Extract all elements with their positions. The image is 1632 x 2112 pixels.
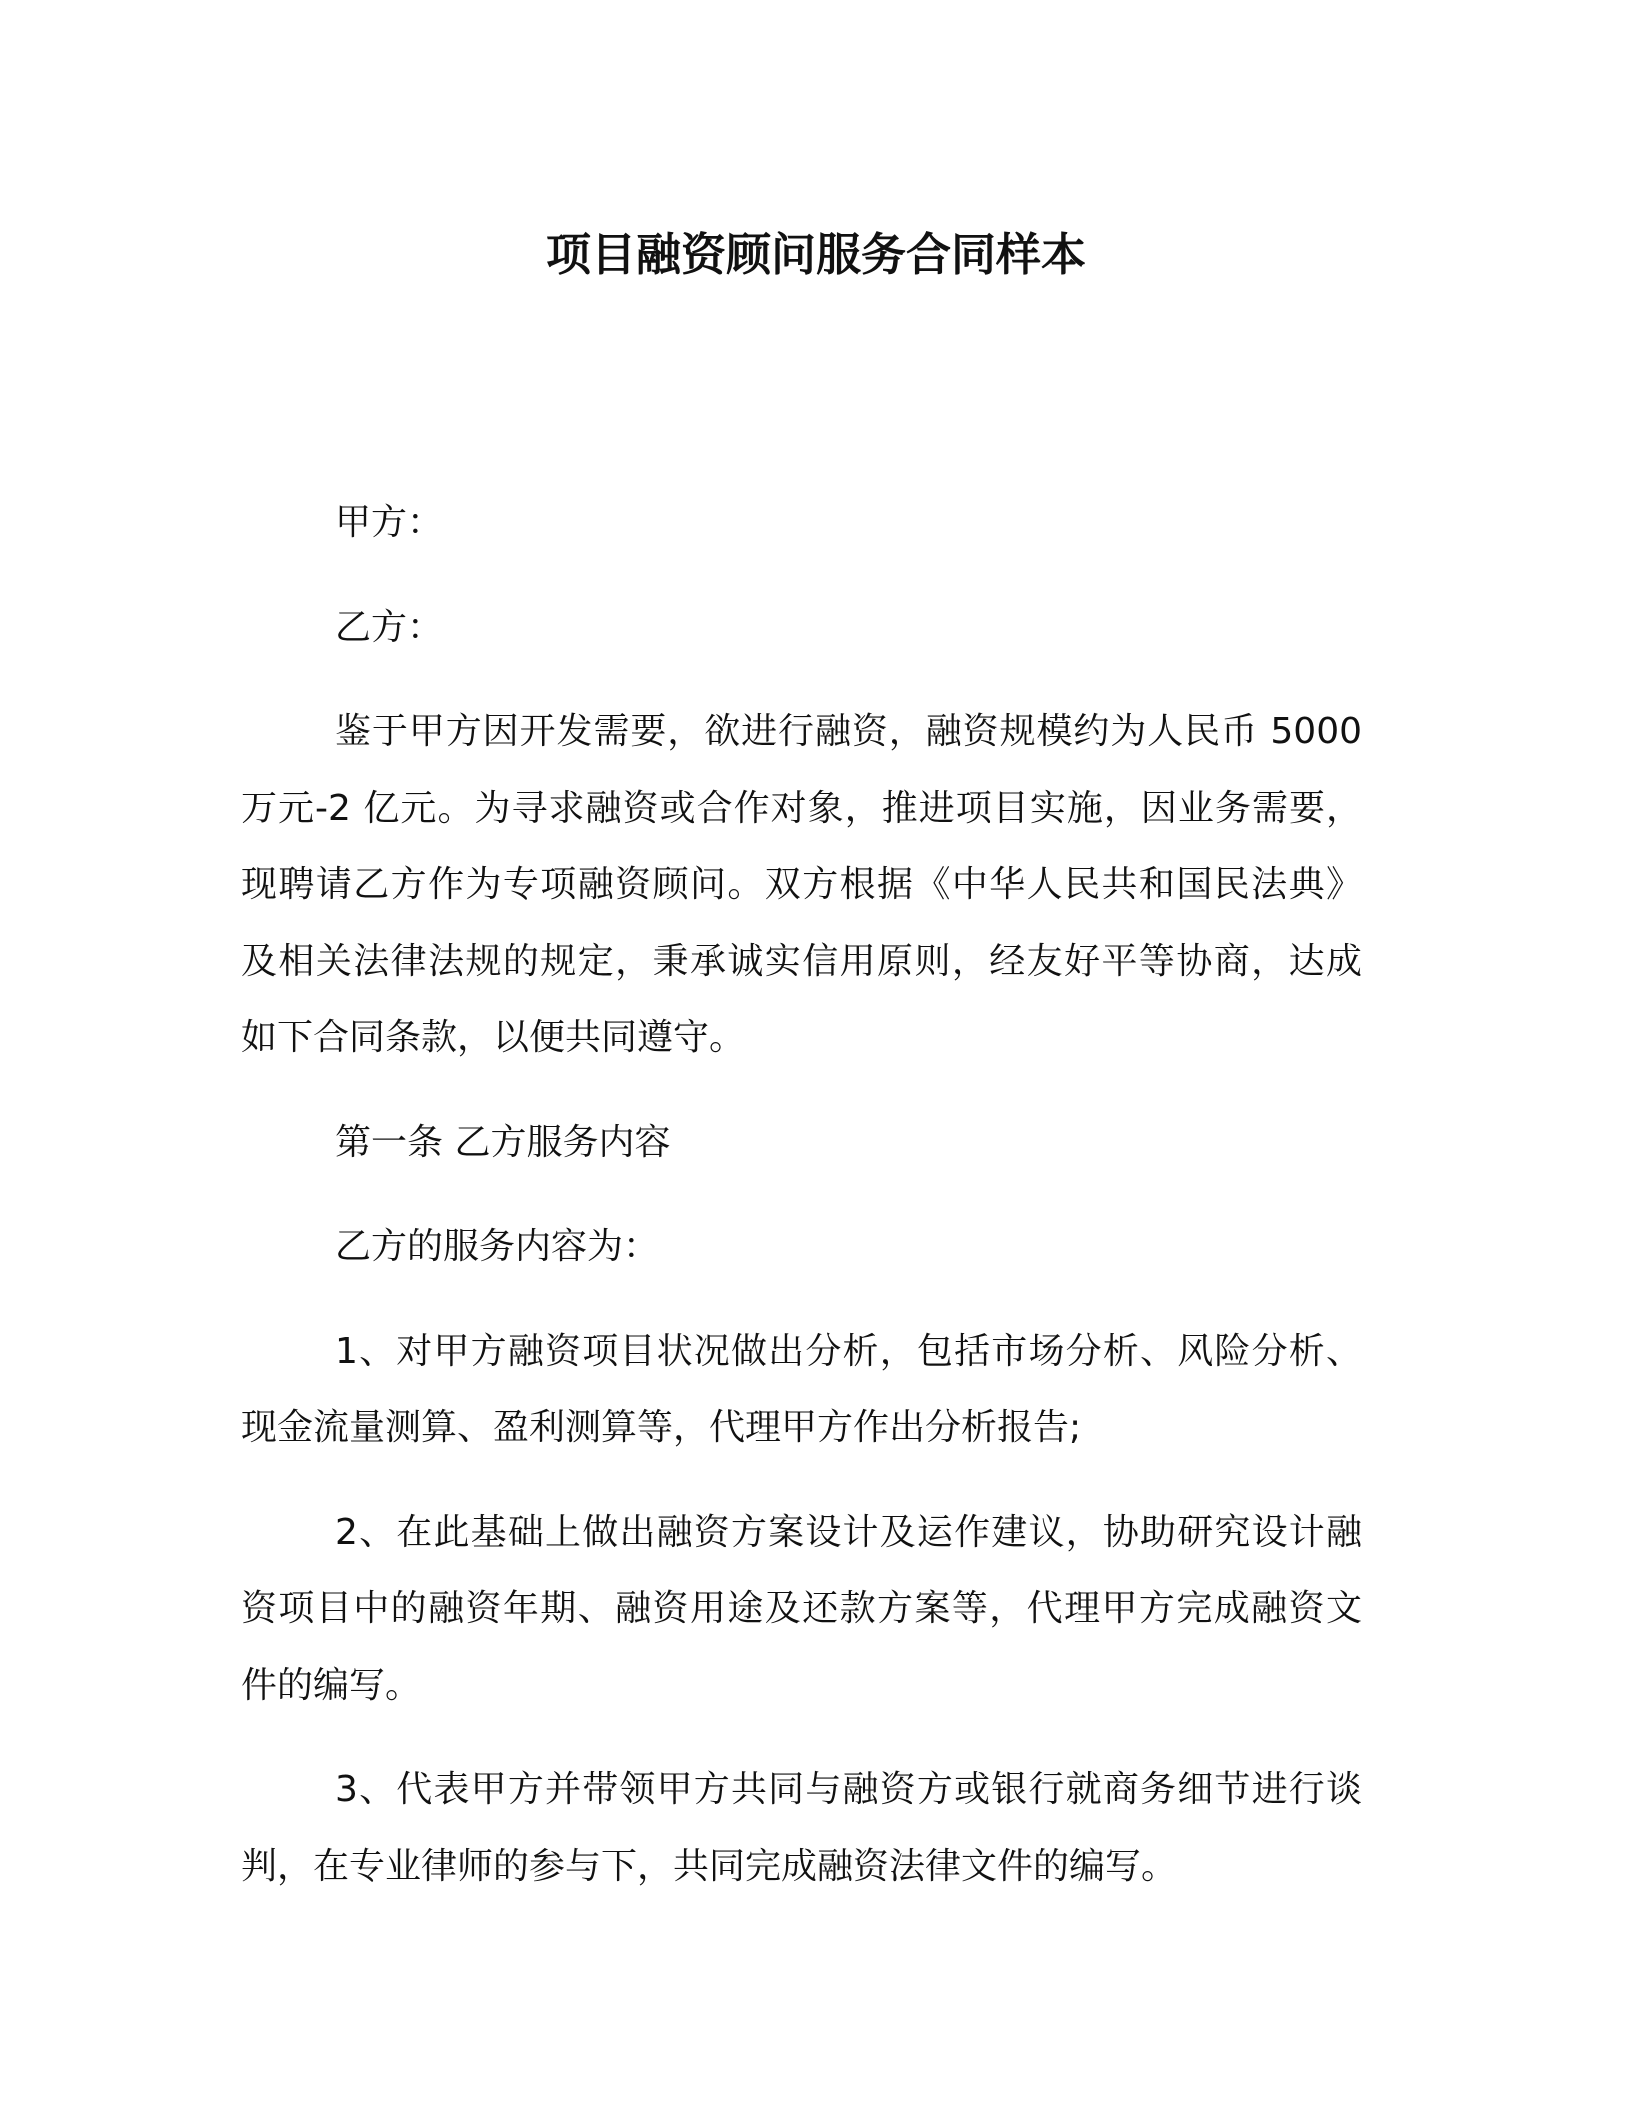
paragraph-line: 3、代表甲方并带领甲方共同与融资方或银行就商务细节进行谈 (335, 1769, 1362, 1810)
paragraph-line: 万元-2 亿元。为寻求融资或合作对象，推进项目实施，因业务需要， (241, 787, 1362, 829)
paragraph-line: 鉴于甲方因开发需要，欲进行融资，融资规模约为人民币 5000 (335, 711, 1362, 752)
paragraph-line: 资项目中的融资年期、融资用途及还款方案等，代理甲方完成融资文 (241, 1588, 1362, 1629)
paragraph-line: 2、在此基础上做出融资方案设计及运作建议，协助研究设计融 (335, 1511, 1362, 1553)
party-b-paragraph (241, 590, 1362, 667)
paragraph-line: 1、对甲方融资项目状况做出分析，包括市场分析、风险分析、 (335, 1330, 1362, 1372)
paragraph-line: 乙方： (335, 606, 444, 648)
paragraph-line: 及相关法律法规的规定，秉承诚实信用原则，经友好平等协商，达成 (241, 940, 1362, 982)
paragraph-line: 件的编写。 (241, 1664, 422, 1706)
service-intro-paragraph (241, 1209, 1362, 1286)
paragraph-line: 现聘请乙方作为专项融资顾问。双方根据《中华人民共和国民法典》 (241, 864, 1362, 905)
paragraph-line: 乙方的服务内容为： (335, 1226, 660, 1267)
service-item-1 (241, 1314, 1362, 1467)
paragraph-line: 第一条 乙方服务内容 (335, 1121, 671, 1163)
document-title: 项目融资顾问服务合同样本 (545, 228, 1086, 281)
preamble-paragraph (241, 694, 1362, 1077)
paragraph-line: 甲方： (335, 502, 444, 543)
service-item-2 (241, 1495, 1362, 1725)
party-a-paragraph (241, 485, 1362, 562)
paragraph-line: 如下合同条款，以便共同遵守。 (241, 1017, 746, 1058)
service-item-3 (241, 1752, 1362, 1905)
article-1-heading (241, 1105, 1362, 1182)
document-body (241, 485, 1362, 1933)
paragraph-line: 判，在专业律师的参与下，共同完成融资法律文件的编写。 (241, 1845, 1178, 1887)
paragraph-line: 现金流量测算、盈利测算等，代理甲方作出分析报告; (241, 1407, 1082, 1448)
